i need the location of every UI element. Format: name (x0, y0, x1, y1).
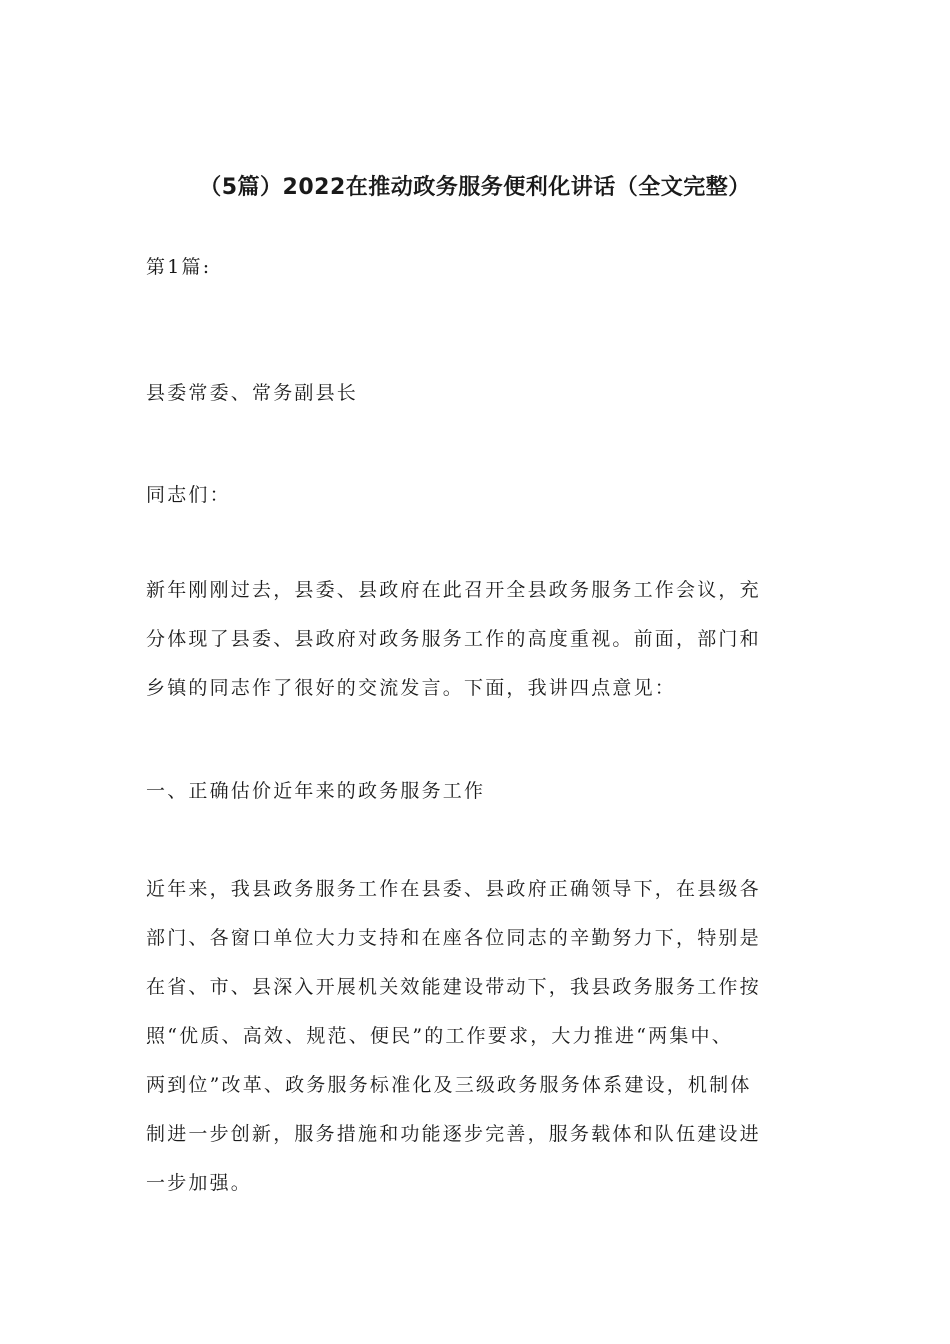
paragraph-line: 两到位”改革、政务服务标准化及三级政务服务体系建设，机制体 (146, 1074, 752, 1096)
section-heading: 一、正确估价近年来的政务服务工作 (146, 780, 486, 802)
paragraph-line: 乡镇的同志作了很好的交流发言。下面，我讲四点意见： (146, 677, 677, 699)
paragraph-line: 分体现了县委、县政府对政务服务工作的高度重视。前面，部门和 (146, 628, 761, 650)
paragraph-line: 新年刚刚过去，县委、县政府在此召开全县政务服务工作会议，充 (146, 579, 761, 601)
intro-paragraph (146, 566, 806, 713)
paragraph-line: 一步加强。 (146, 1172, 253, 1194)
speaker-line: 县委常委、常务副县长 (146, 382, 359, 404)
greeting-line: 同志们： (146, 484, 231, 506)
document-title: （5篇）2022在推动政务服务便利化讲话（全文完整） (199, 175, 751, 200)
paragraph-line: 部门、各窗口单位大力支持和在座各位同志的辛勤努力下，特别是 (146, 927, 761, 949)
paragraph-line: 制进一步创新，服务措施和功能逐步完善，服务载体和队伍建设进 (146, 1123, 761, 1145)
paragraph-line: 在省、市、县深入开展机关效能建设带动下，我县政务服务工作按 (146, 976, 761, 998)
body-paragraph (146, 865, 806, 1208)
section-label: 第1篇: (146, 256, 212, 278)
paragraph-line: 近年来，我县政务服务工作在县委、县政府正确领导下，在县级各 (146, 878, 761, 900)
paragraph-line: 照“优质、高效、规范、便民”的工作要求，大力推进“两集中、 (146, 1025, 733, 1047)
